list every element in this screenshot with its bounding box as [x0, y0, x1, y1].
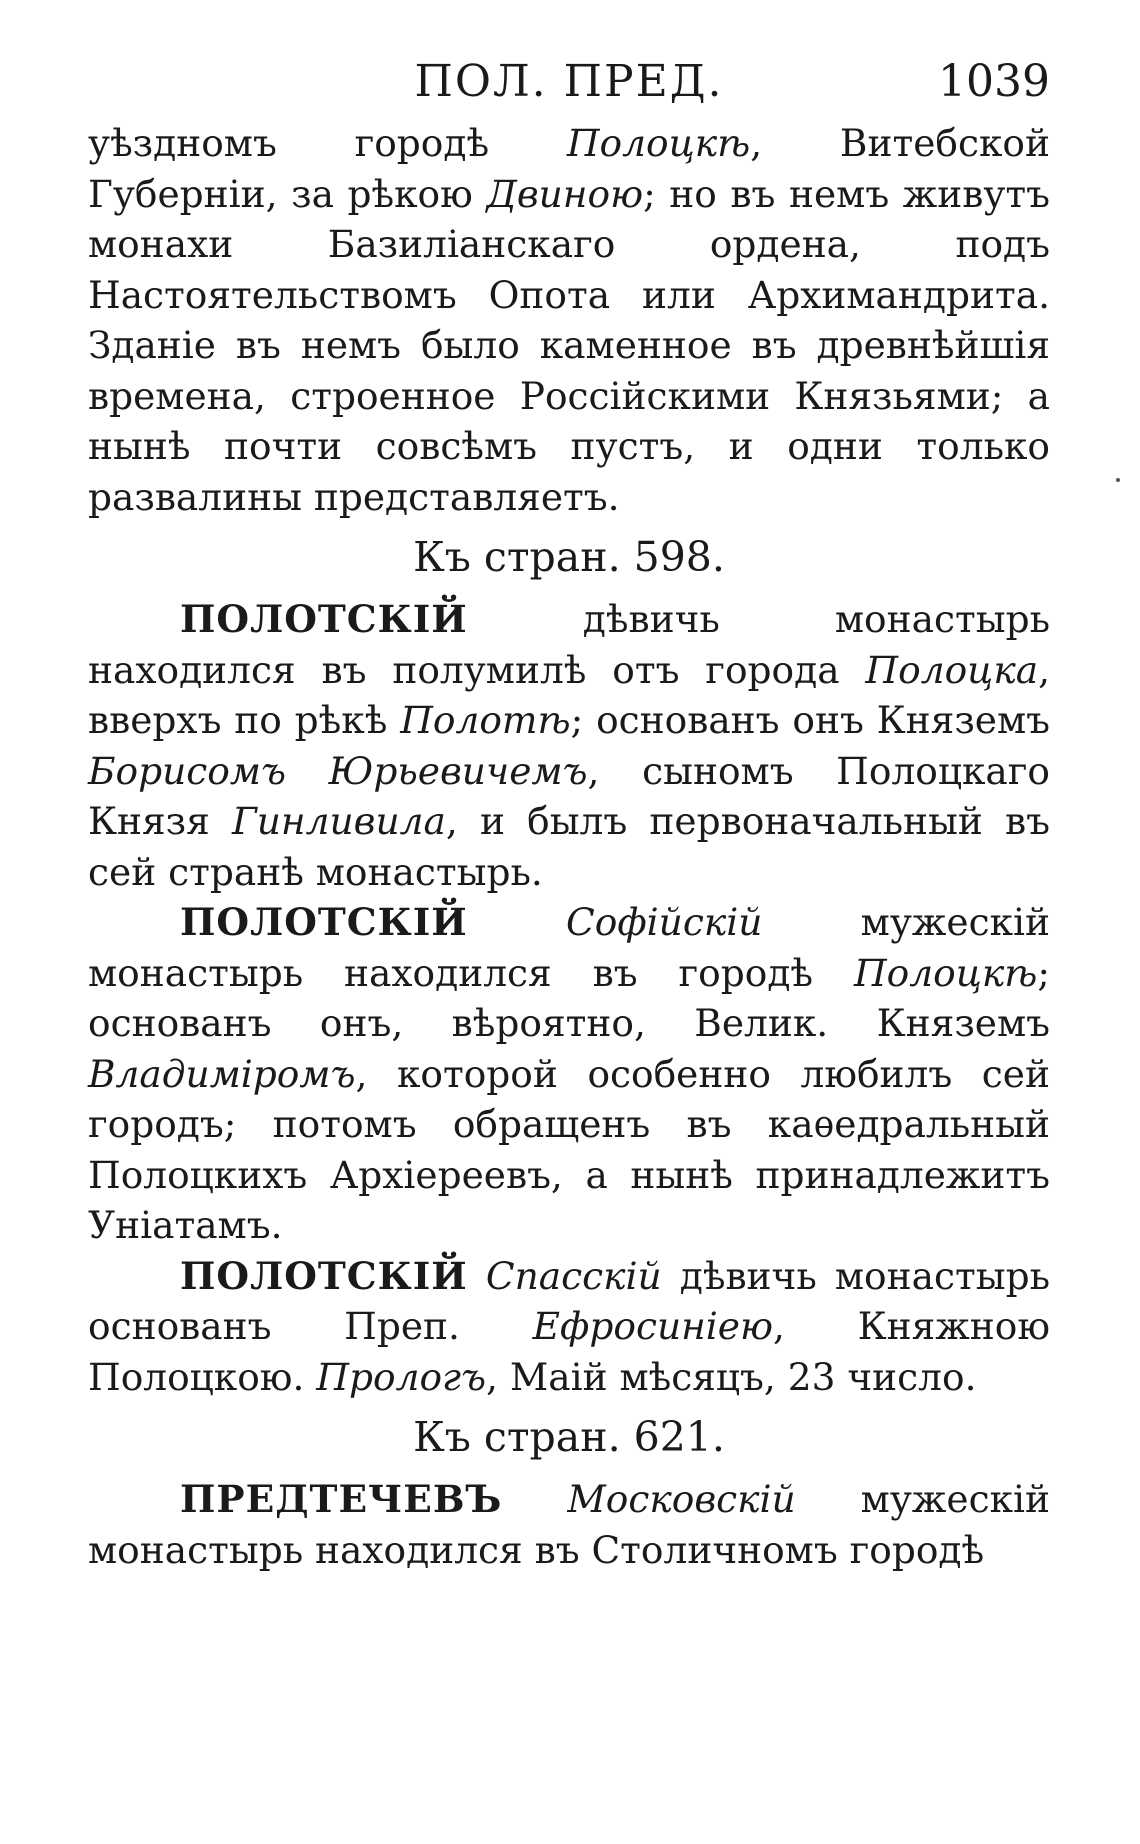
text-run: , сыномъ Полоцкаго Князя — [88, 748, 1050, 843]
running-head — [88, 48, 1050, 118]
italic-name: Московскій — [567, 1477, 796, 1521]
text-run: дѣвичь монастырь основанъ Преп. — [88, 1253, 1050, 1348]
paragraph — [88, 1474, 1050, 1575]
text-run: ; основанъ онъ, вѣроятно, Велик. Княземъ — [88, 950, 1050, 1045]
running-head-title: ПОЛ. ПРЕД. — [414, 56, 724, 107]
paragraph — [88, 1251, 1050, 1403]
text-run: уѣздномъ городѣ — [88, 121, 567, 165]
text-run: мужескій монастырь находился въ Столичномъ городѣ — [88, 1477, 1050, 1572]
page-number: 1039 — [938, 56, 1050, 107]
text-run — [468, 1254, 486, 1298]
italic-name: Софійскій — [566, 900, 763, 944]
paragraph — [88, 594, 1050, 897]
text-run: , Маій мѣсяцъ, 23 число. — [485, 1354, 977, 1399]
italic-name: Полоцкѣ — [853, 950, 1038, 995]
body-text — [88, 118, 1050, 1575]
paragraph — [88, 118, 1050, 522]
italic-name: Гинливила — [231, 799, 446, 843]
section-heading: Къ стран. 598. — [413, 533, 725, 581]
text-run: мужескій монастырь находился въ городѣ — [88, 900, 1050, 995]
text-run — [502, 1477, 567, 1521]
italic-name: Спасскій — [485, 1253, 662, 1298]
italic-name: Борисомъ Юрьевичемъ — [88, 748, 588, 793]
entry-title: ПРЕДТЕЧЕВЪ — [180, 1477, 503, 1521]
entry-title: ПОЛОТСКІЙ — [180, 597, 468, 641]
print-speck — [1116, 478, 1120, 482]
entry-title: ПОЛОТСКІЙ — [180, 900, 468, 944]
text-run: дѣвичь монастырь находился въ полумилѣ отъ города — [88, 597, 1050, 692]
italic-name: Ефросиніею — [532, 1304, 774, 1348]
text-run: , и былъ первоначальный въ сей странѣ монастырь. — [88, 799, 1050, 894]
section-heading: Къ стран. 621. — [413, 1413, 725, 1461]
italic-name: Полотѣ — [400, 698, 571, 742]
italic-name: Владиміромъ — [88, 1051, 356, 1096]
text-run: , Княжною Полоцкою. — [88, 1304, 1050, 1399]
italic-name: Полоцкѣ — [566, 121, 751, 165]
italic-name: Двиною — [486, 171, 644, 216]
text-run: , которой особенно любилъ сей городъ; потомъ обращенъ въ каѳедральный Полоцкихъ Архіереевъ, а нынѣ принадлежитъ Уніатамъ. — [88, 1051, 1050, 1247]
italic-name: Полоцка — [865, 647, 1039, 692]
text-run: , вверхъ по рѣкѣ — [88, 647, 1050, 742]
text-run: ; основанъ онъ Княземъ — [570, 698, 1050, 742]
text-run: ; но въ немъ живутъ монахи Базиліанскаго ордена, подъ Настоятельствомъ Опота или Архимандрита. Зданіе въ немъ было каменное въ древнѣйшія времена, строенное Россійскими Князьями; а нынѣ почти совсѣмъ пустъ, и одни только развалины представляетъ. — [88, 171, 1051, 519]
paragraph — [88, 897, 1050, 1251]
book-page — [88, 48, 1050, 1575]
text-run — [468, 900, 566, 944]
text-run: , Витебской Губерніи, за рѣкою — [88, 121, 1051, 216]
italic-name: Прологъ — [316, 1354, 486, 1399]
entry-title: ПОЛОТСКІЙ — [180, 1253, 468, 1298]
